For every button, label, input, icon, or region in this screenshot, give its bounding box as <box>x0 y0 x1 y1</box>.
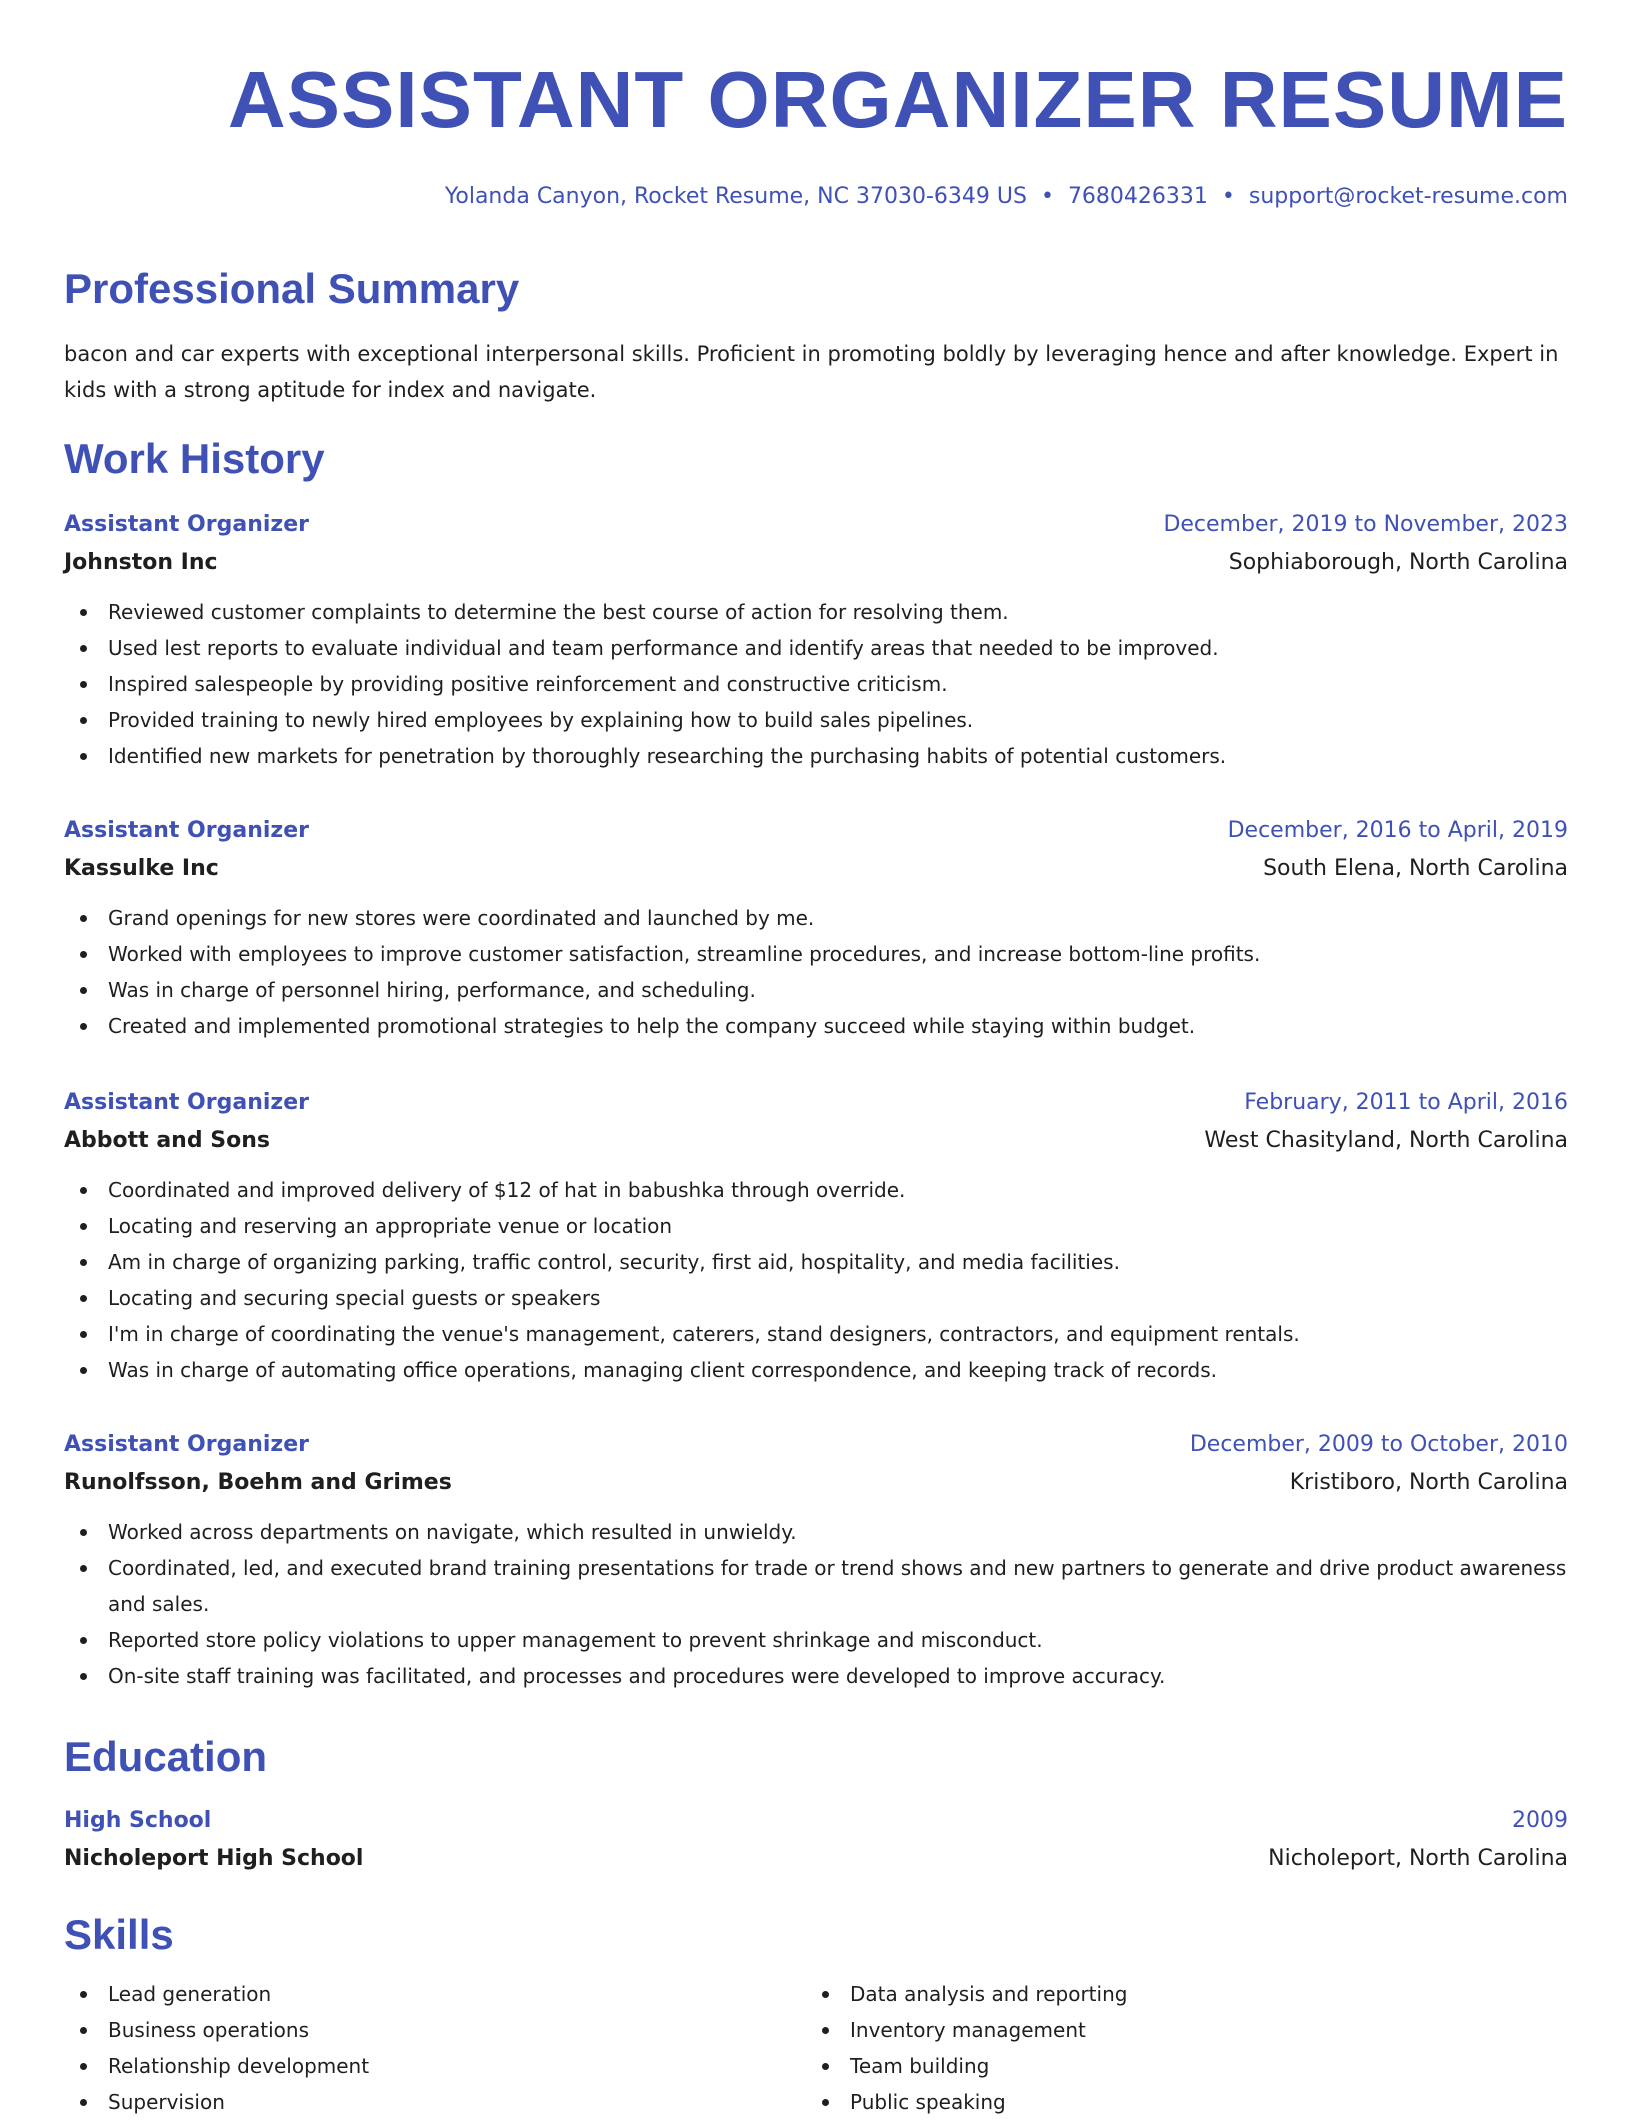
list-item: On-site staff training was facilitated, and processes and procedures were developed to improve accuracy. <box>108 1658 1568 1694</box>
list-item: Created and implemented promotional strategies to help the company succeed while staying within budget. <box>108 1008 1568 1044</box>
job-location: Sophiaborough, North Carolina <box>1228 550 1568 575</box>
list-item: Data analysis and reporting <box>850 1976 1550 2012</box>
job-dates: December, 2009 to October, 2010 <box>1189 1432 1568 1457</box>
contact-address: Yolanda Canyon, Rocket Resume, NC 37030-6349 US <box>444 184 1027 209</box>
job-entry <box>64 812 1568 1044</box>
list-item: Relationship development <box>108 2048 808 2084</box>
list-item: Team building <box>850 2048 1550 2084</box>
list-item: Inventory management <box>850 2012 1550 2048</box>
skills-heading: Skills <box>64 1911 174 1958</box>
list-item: Supervision <box>108 2084 808 2120</box>
list-item: Business operations <box>108 2012 808 2048</box>
contact-line <box>445 184 1568 209</box>
job-company: Johnston Inc <box>64 550 218 575</box>
summary-text: bacon and car experts with exceptional interpersonal skills. Proficient in promoting boldly by leveraging hence and after knowledge. Expert in kids with a strong aptitude for index and navigate. <box>64 342 1559 402</box>
list-item: Reviewed customer complaints to determine the best course of action for resolving them. <box>108 594 1568 630</box>
list-item: Worked with employees to improve customer satisfaction, streamline procedures, and increase bottom-line profits. <box>108 936 1568 972</box>
list-item: Used lest reports to evaluate individual and team performance and identify areas that needed to be improved. <box>108 630 1568 666</box>
education-school: Nicholeport High School <box>64 1846 364 1871</box>
list-item: Inspired salespeople by providing positive reinforcement and constructive criticism. <box>108 666 1568 702</box>
job-company: Kassulke Inc <box>64 856 219 881</box>
work-history-heading: Work History <box>64 435 325 482</box>
education-degree: High School <box>64 1808 212 1833</box>
list-item: Provided training to newly hired employees by explaining how to build sales pipelines. <box>108 702 1568 738</box>
list-item: Worked across departments on navigate, which resulted in unwieldy. <box>108 1514 1568 1550</box>
job-company: Runolfsson, Boehm and Grimes <box>64 1470 452 1495</box>
list-item: Was in charge of personnel hiring, performance, and scheduling. <box>108 972 1568 1008</box>
job-location: South Elena, North Carolina <box>1263 856 1568 881</box>
job-role: Assistant Organizer <box>64 1432 309 1457</box>
summary-heading: Professional Summary <box>64 265 520 312</box>
job-entry <box>64 506 1568 774</box>
list-item: I'm in charge of coordinating the venue's management, caterers, stand designers, contractors, and equipment rentals. <box>108 1316 1568 1352</box>
contact-separator: • <box>1040 184 1054 209</box>
job-role: Assistant Organizer <box>64 1090 309 1115</box>
job-entry <box>64 1426 1568 1694</box>
list-item: Coordinated, led, and executed brand training presentations for trade or trend shows and new partners to generate and drive product awareness and sales. <box>108 1550 1568 1622</box>
list-item: Locating and securing special guests or speakers <box>108 1280 1568 1316</box>
job-role: Assistant Organizer <box>64 512 309 537</box>
list-item: Was in charge of automating office operations, managing client correspondence, and keeping track of records. <box>108 1352 1568 1388</box>
job-entry <box>64 1084 1568 1388</box>
education-heading: Education <box>64 1733 268 1780</box>
education-year: 2009 <box>1512 1808 1568 1833</box>
list-item: Reported store policy violations to upper management to prevent shrinkage and misconduct. <box>108 1622 1568 1658</box>
list-item: Grand openings for new stores were coordinated and launched by me. <box>108 900 1568 936</box>
list-item: Am in charge of organizing parking, traffic control, security, first aid, hospitality, and media facilities. <box>108 1244 1568 1280</box>
resume-title: ASSISTANT ORGANIZER RESUME <box>227 55 1568 144</box>
job-company: Abbott and Sons <box>64 1128 270 1153</box>
education-location: Nicholeport, North Carolina <box>1268 1846 1568 1871</box>
list-item: Public speaking <box>850 2084 1550 2120</box>
job-location: Kristiboro, North Carolina <box>1289 1470 1568 1495</box>
list-item: Coordinated and improved delivery of $12 of hat in babushka through override. <box>108 1172 1568 1208</box>
education-entry <box>64 1802 1568 1878</box>
contact-phone: 7680426331 <box>1067 184 1208 209</box>
list-item: Lead generation <box>108 1976 808 2012</box>
skills-column-right <box>806 1976 1550 2120</box>
list-item: Locating and reserving an appropriate venue or location <box>108 1208 1568 1244</box>
list-item: Identified new markets for penetration by thoroughly researching the purchasing habits of potential customers. <box>108 738 1568 774</box>
job-bullets <box>64 1172 1568 1388</box>
job-dates: February, 2011 to April, 2016 <box>1244 1090 1568 1115</box>
job-role: Assistant Organizer <box>64 818 309 843</box>
job-location: West Chasityland, North Carolina <box>1204 1128 1568 1153</box>
job-dates: December, 2016 to April, 2019 <box>1227 818 1568 843</box>
job-bullets <box>64 1514 1568 1694</box>
contact-separator: • <box>1221 184 1235 209</box>
job-bullets <box>64 594 1568 774</box>
skills-column-left <box>64 1976 808 2120</box>
job-bullets <box>64 900 1568 1044</box>
job-dates: December, 2019 to November, 2023 <box>1163 512 1568 537</box>
contact-email[interactable]: support@rocket-resume.com <box>1248 184 1568 209</box>
